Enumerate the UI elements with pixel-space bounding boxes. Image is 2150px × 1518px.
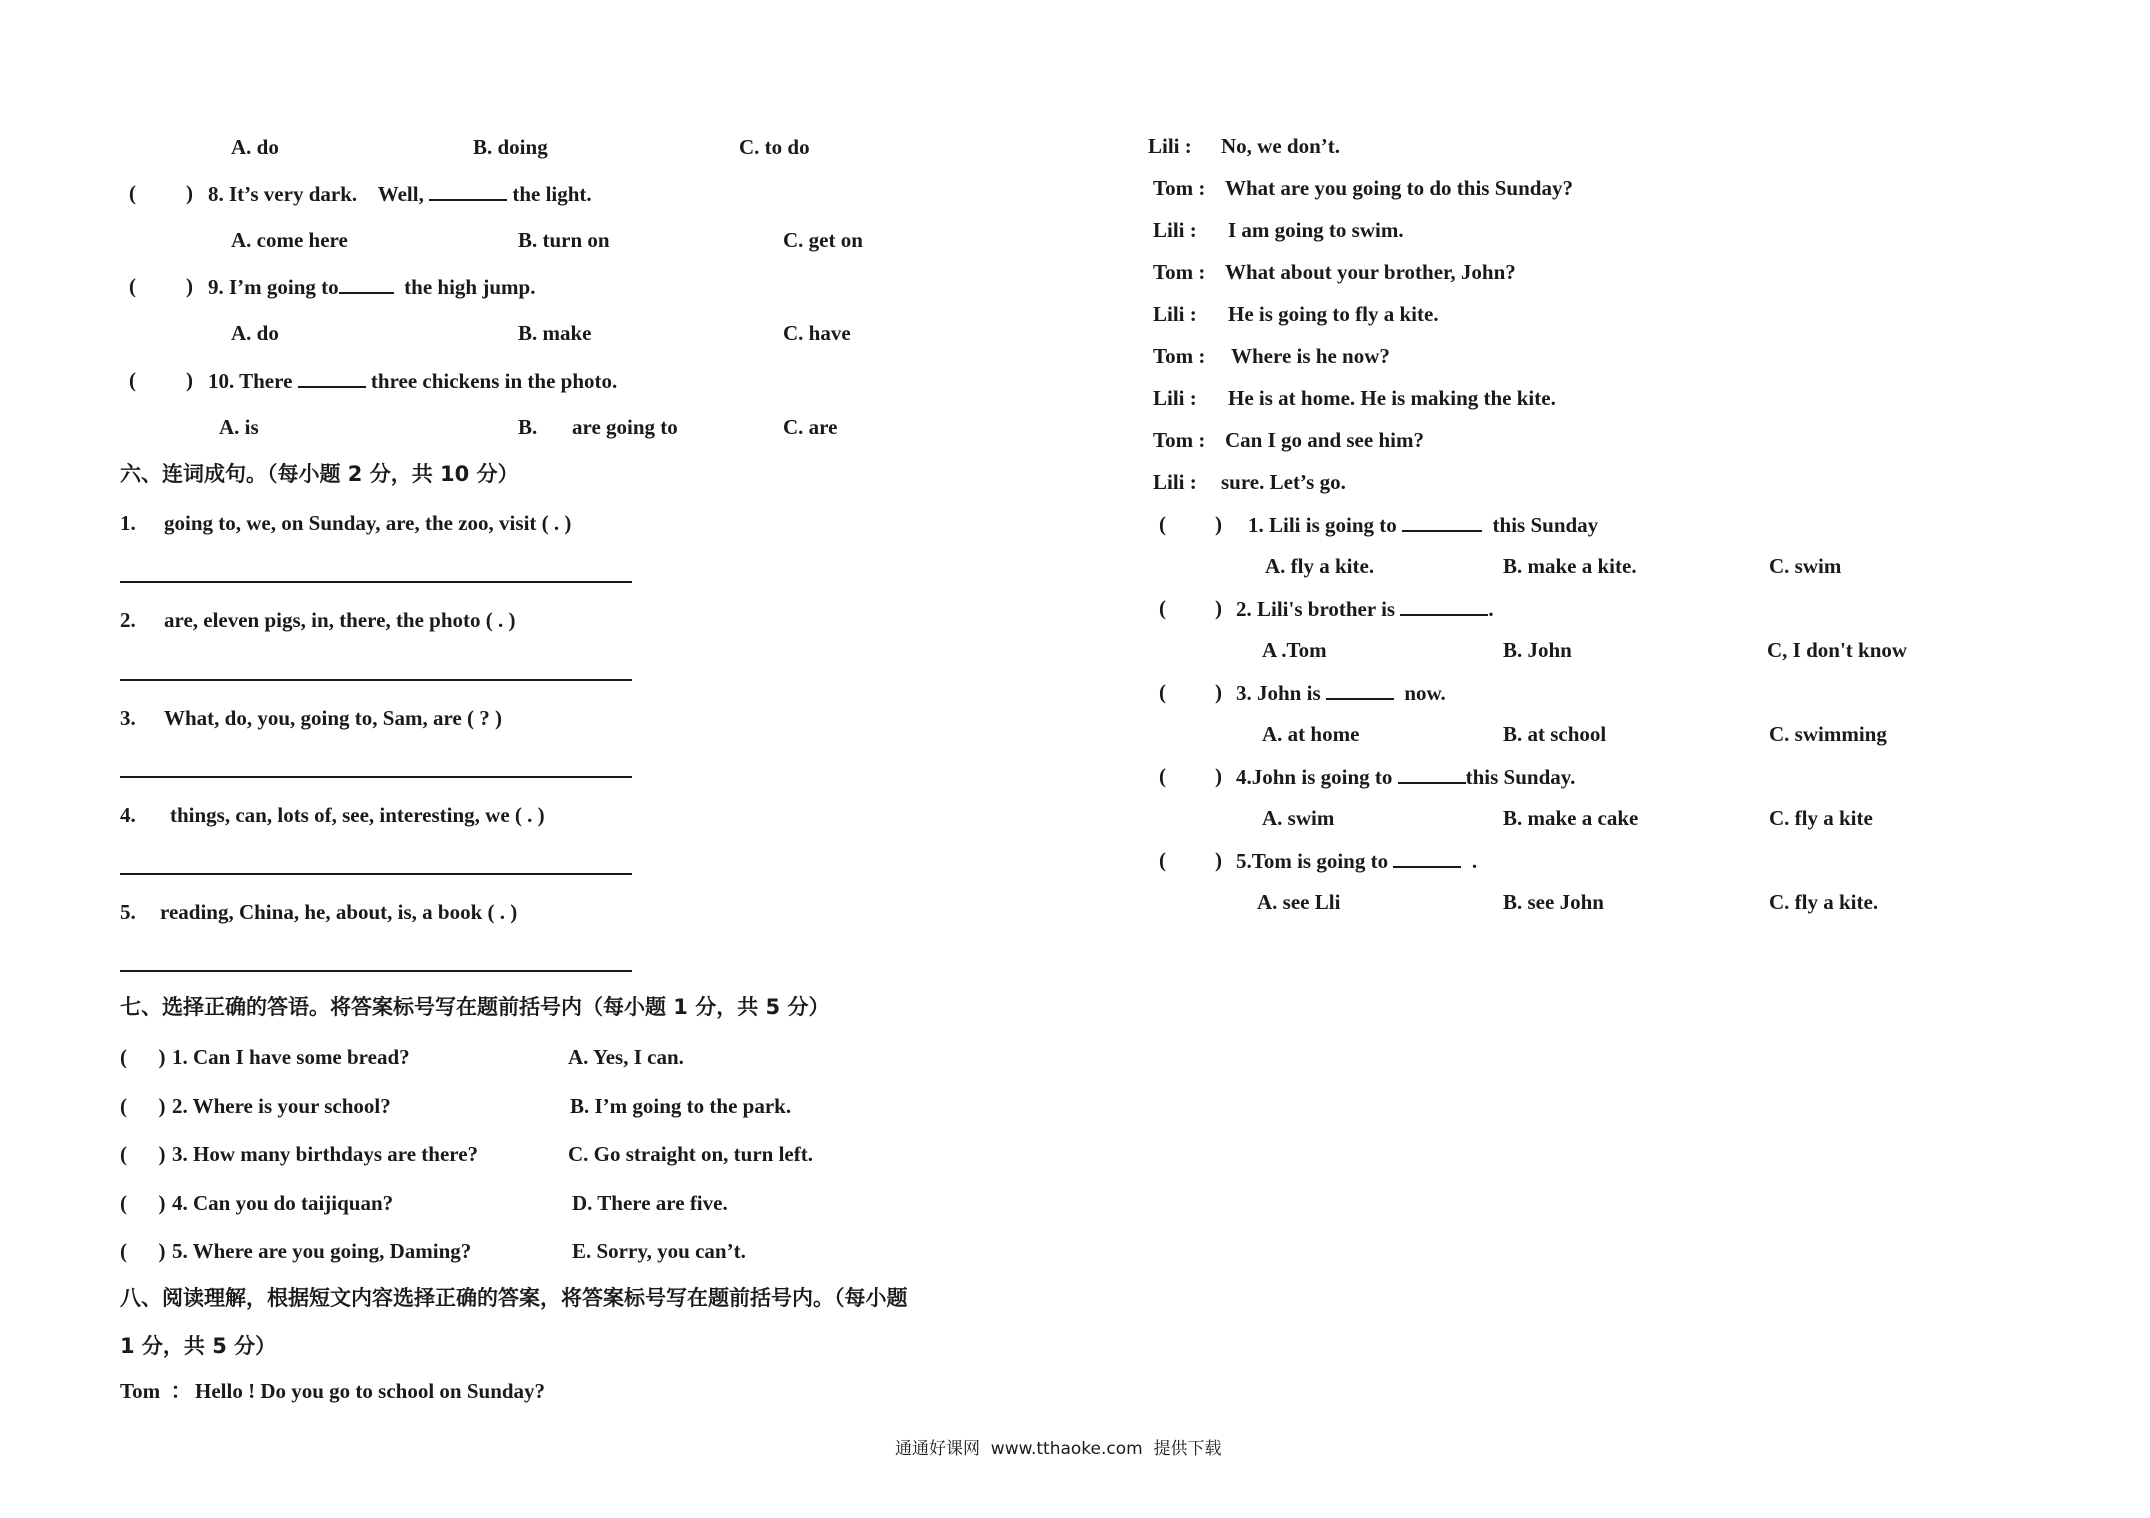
reading-q4-paren-close: ) bbox=[1215, 764, 1222, 788]
sec6-item-2-num: 2. bbox=[120, 608, 136, 632]
sec7-item-4-answer: D. There are five. bbox=[572, 1191, 728, 1215]
sec6-item-3-text: What, do, you, going to, Sam, are ( ? ) bbox=[164, 706, 502, 730]
reading-q3-text-post: now. bbox=[1404, 681, 1446, 705]
q9-paren-close: ) bbox=[186, 274, 193, 298]
q10-option-a: A. is bbox=[219, 415, 259, 439]
page-footer: 通通好课网 www.tthaoke.com 提供下载 bbox=[895, 1439, 1222, 1459]
sec6-item-5-text: reading, China, he, about, is, a book ( . ) bbox=[160, 900, 518, 924]
reading-q3-question bbox=[1236, 682, 1446, 704]
sec7-item-4-paren: ( ) bbox=[120, 1191, 166, 1215]
dialog-line: Can I go and see him? bbox=[1225, 428, 1424, 452]
reading-q4-text-post: this Sunday. bbox=[1465, 765, 1576, 789]
sec7-item-2-answer: B. I’m going to the park. bbox=[570, 1094, 792, 1118]
reading-q2-blank bbox=[1400, 598, 1488, 616]
reading-q1-question bbox=[1248, 514, 1598, 536]
reading-q2-option-b: B. John bbox=[1503, 638, 1572, 662]
dialog-line: Where is he now? bbox=[1231, 344, 1390, 368]
dialog-speaker: Lili : bbox=[1153, 470, 1197, 494]
reading-q5-paren-close: ) bbox=[1215, 848, 1222, 872]
reading-q1-option-c: C. swim bbox=[1769, 554, 1842, 578]
reading-q2-text-pre: 2. Lili's brother is bbox=[1236, 597, 1396, 621]
dialog-line: No, we don’t. bbox=[1221, 134, 1340, 158]
q9-option-a: A. do bbox=[231, 321, 279, 345]
reading-q1-text-post: this Sunday bbox=[1492, 513, 1599, 537]
reading-q4-option-c: C. fly a kite bbox=[1769, 806, 1873, 830]
q10-paren-open: ( bbox=[129, 368, 136, 392]
reading-q3-option-b: B. at school bbox=[1503, 722, 1607, 746]
q10-option-c: C. are bbox=[783, 415, 838, 439]
dialog-speaker: Lili : bbox=[1153, 302, 1197, 326]
sec7-item-4-question: 4. Can you do taijiquan? bbox=[172, 1191, 394, 1215]
dialog-speaker: Tom : bbox=[1153, 344, 1206, 368]
reading-q4-paren-open: ( bbox=[1159, 764, 1166, 788]
sec6-item-5-answer-line[interactable] bbox=[120, 970, 632, 972]
reading-q1-paren-close: ) bbox=[1215, 512, 1222, 536]
q10-text-pre: 10. There bbox=[208, 369, 293, 393]
q9-blank bbox=[339, 276, 394, 294]
section-6-title: 六、连词成句。（每小题 2 分，共 10 分） bbox=[120, 462, 519, 486]
sec7-item-1-answer: A. Yes, I can. bbox=[568, 1045, 684, 1069]
reading-q3-paren-close: ) bbox=[1215, 680, 1222, 704]
q10-text-post: three chickens in the photo. bbox=[370, 369, 618, 393]
reading-q5-question bbox=[1236, 850, 1477, 872]
sec6-item-2-text: are, eleven pigs, in, there, the photo ( . ) bbox=[164, 608, 516, 632]
reading-q5-text-post: . bbox=[1471, 849, 1478, 873]
section-8-title-line-1: 八、阅读理解，根据短文内容选择正确的答案，将答案标号写在题前括号内。（每小题 bbox=[120, 1286, 908, 1310]
dialog-line: sure. Let’s go. bbox=[1221, 470, 1346, 494]
reading-q2-paren-close: ) bbox=[1215, 596, 1222, 620]
sec7-item-3-question: 3. How many birthdays are there? bbox=[172, 1142, 479, 1166]
sec6-item-1-num: 1. bbox=[120, 511, 136, 535]
q9-text-post: the high jump. bbox=[404, 275, 536, 299]
reading-q5-blank bbox=[1393, 850, 1461, 868]
q8-question bbox=[208, 183, 592, 205]
reading-q3-option-c: C. swimming bbox=[1769, 722, 1887, 746]
q9-text-pre: 9. I’m going to bbox=[208, 275, 339, 299]
sec7-item-3-answer: C. Go straight on, turn left. bbox=[568, 1142, 813, 1166]
reading-q5-text-pre: 5.Tom is going to bbox=[1236, 849, 1389, 873]
reading-q4-option-b: B. make a cake bbox=[1503, 806, 1639, 830]
sec7-item-5-answer: E. Sorry, you can’t. bbox=[572, 1239, 746, 1263]
q7-option-a: A. do bbox=[231, 135, 279, 159]
reading-q3-paren-open: ( bbox=[1159, 680, 1166, 704]
section-8-title-line-2: 1 分，共 5 分） bbox=[120, 1334, 277, 1358]
q9-option-c: C. have bbox=[783, 321, 851, 345]
dialog-line: What are you going to do this Sunday? bbox=[1225, 176, 1573, 200]
q8-paren-open: ( bbox=[129, 181, 136, 205]
sec6-item-3-answer-line[interactable] bbox=[120, 776, 632, 778]
dialog-speaker: Lili : bbox=[1153, 218, 1197, 242]
reading-q4-question bbox=[1236, 766, 1575, 788]
reading-q1-text-pre: 1. Lili is going to bbox=[1248, 513, 1397, 537]
reading-q4-text-pre: 4.John is going to bbox=[1236, 765, 1393, 789]
dialog-first-line: Hello ! Do you go to school on Sunday? bbox=[195, 1379, 546, 1403]
reading-q3-option-a: A. at home bbox=[1262, 722, 1360, 746]
q8-option-c: C. get on bbox=[783, 228, 863, 252]
reading-q1-option-a: A. fly a kite. bbox=[1265, 554, 1375, 578]
dialog-speaker: Tom : bbox=[1153, 260, 1206, 284]
q10-option-b: B. bbox=[518, 415, 538, 439]
sec7-item-1-paren: ( ) bbox=[120, 1045, 166, 1069]
reading-q2-question bbox=[1236, 598, 1494, 620]
dialog-speaker: Tom : bbox=[1153, 428, 1206, 452]
q8-text-pre: 8. It’s very dark. Well, bbox=[208, 182, 424, 206]
q8-paren-close: ) bbox=[186, 181, 193, 205]
q8-option-a: A. come here bbox=[231, 228, 348, 252]
sec6-item-4-answer-line[interactable] bbox=[120, 873, 632, 875]
dialog-line: He is going to fly a kite. bbox=[1228, 302, 1439, 326]
dialog-line: I am going to swim. bbox=[1228, 218, 1404, 242]
reading-q2-option-c: C, I don't know bbox=[1767, 638, 1908, 662]
q7-option-c: C. to do bbox=[739, 135, 810, 159]
reading-q3-text-pre: 3. John is bbox=[1236, 681, 1321, 705]
q9-option-b: B. make bbox=[518, 321, 592, 345]
section-7-title: 七、选择正确的答语。将答案标号写在题前括号内（每小题 1 分，共 5 分） bbox=[120, 995, 830, 1019]
reading-q1-blank bbox=[1402, 514, 1482, 532]
q7-option-b: B. doing bbox=[473, 135, 548, 159]
sec7-item-2-paren: ( ) bbox=[120, 1094, 166, 1118]
reading-q5-option-a: A. see Lli bbox=[1257, 890, 1341, 914]
reading-q5-option-c: C. fly a kite. bbox=[1769, 890, 1879, 914]
sec6-item-4-num: 4. bbox=[120, 803, 136, 827]
sec7-item-1-question: 1. Can I have some bread? bbox=[172, 1045, 410, 1069]
sec6-item-2-answer-line[interactable] bbox=[120, 679, 632, 681]
sec7-item-3-paren: ( ) bbox=[120, 1142, 166, 1166]
reading-q4-option-a: A. swim bbox=[1262, 806, 1335, 830]
sec6-item-5-num: 5. bbox=[120, 900, 136, 924]
dialog-line: He is at home. He is making the kite. bbox=[1228, 386, 1556, 410]
reading-q5-option-b: B. see John bbox=[1503, 890, 1604, 914]
reading-q1-option-b: B. make a kite. bbox=[1503, 554, 1637, 578]
q8-text-post: the light. bbox=[512, 182, 592, 206]
reading-q2-option-a: A .Tom bbox=[1262, 638, 1327, 662]
q8-option-b: B. turn on bbox=[518, 228, 610, 252]
dialog-line: What about your brother, John? bbox=[1225, 260, 1516, 284]
reading-q2-text-post: . bbox=[1488, 597, 1494, 621]
q10-question bbox=[208, 370, 617, 392]
sec6-item-3-num: 3. bbox=[120, 706, 136, 730]
reading-q3-blank bbox=[1326, 682, 1394, 700]
dialog-first-speaker: Tom ： bbox=[120, 1379, 192, 1403]
q10-option-b-text: are going to bbox=[572, 415, 678, 439]
q9-question bbox=[208, 276, 535, 298]
reading-q1-paren-open: ( bbox=[1159, 512, 1166, 536]
q10-paren-close: ) bbox=[186, 368, 193, 392]
sec7-item-5-question: 5. Where are you going, Daming? bbox=[172, 1239, 472, 1263]
reading-q2-paren-open: ( bbox=[1159, 596, 1166, 620]
dialog-speaker: Lili : bbox=[1148, 134, 1192, 158]
sec7-item-5-paren: ( ) bbox=[120, 1239, 166, 1263]
dialog-speaker: Tom : bbox=[1153, 176, 1206, 200]
sec7-item-2-question: 2. Where is your school? bbox=[172, 1094, 391, 1118]
q9-paren-open: ( bbox=[129, 274, 136, 298]
reading-q5-paren-open: ( bbox=[1159, 848, 1166, 872]
dialog-speaker: Lili : bbox=[1153, 386, 1197, 410]
sec6-item-1-answer-line[interactable] bbox=[120, 581, 632, 583]
q8-blank bbox=[429, 183, 507, 201]
sec6-item-4-text: things, can, lots of, see, interesting, we ( . ) bbox=[170, 803, 545, 827]
q10-blank bbox=[298, 370, 366, 388]
sec6-item-1-text: going to, we, on Sunday, are, the zoo, visit ( . ) bbox=[164, 511, 572, 535]
reading-q4-blank bbox=[1398, 766, 1466, 784]
